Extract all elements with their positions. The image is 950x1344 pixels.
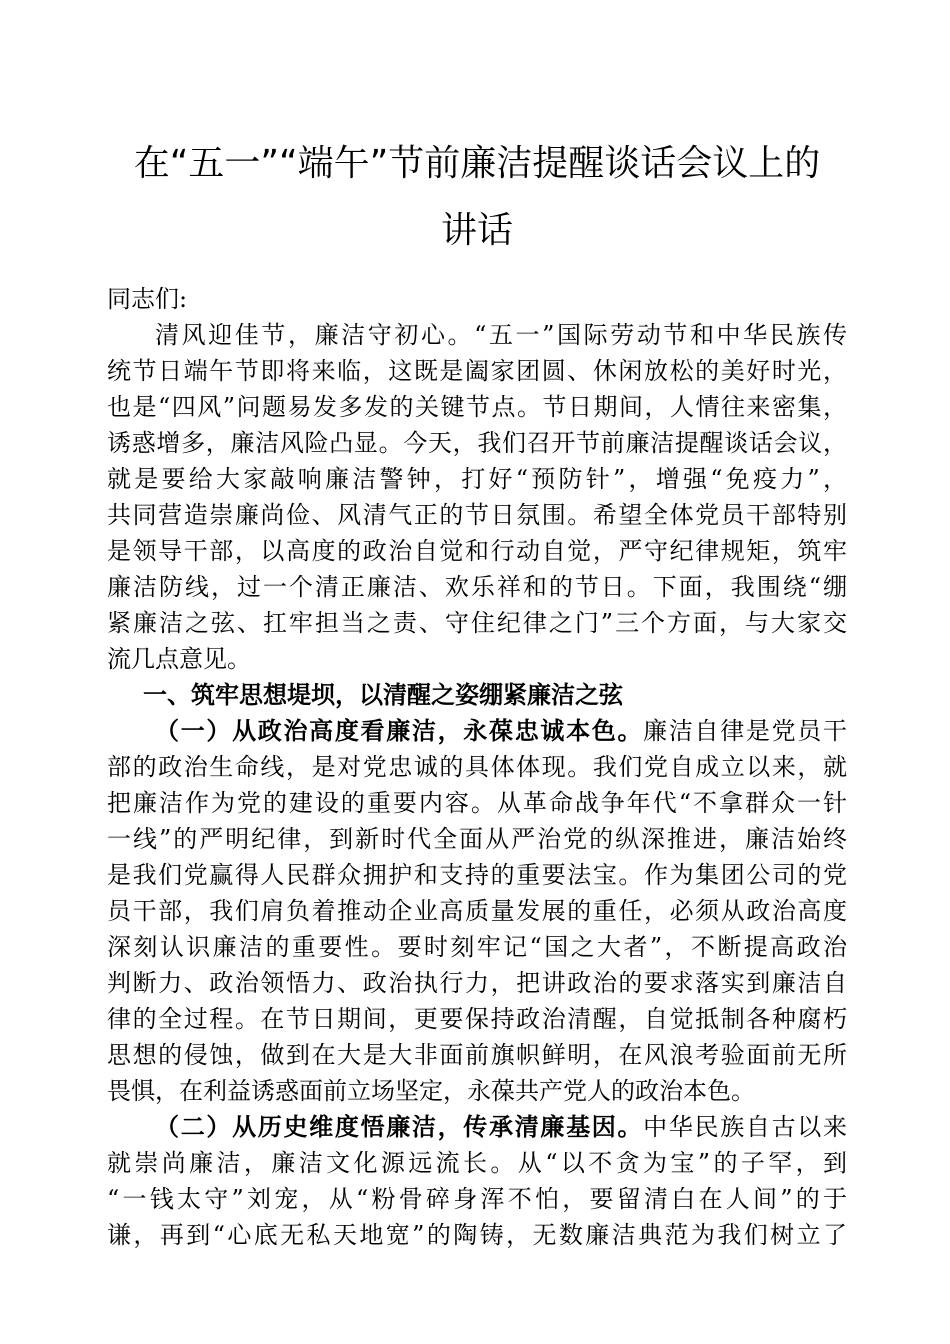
paragraph-line: 就是要给大家敲响廉洁警钟，打好“预防针”，增强“免疫力”， [107, 465, 847, 493]
subsection-heading: （一）从政治高度看廉洁，永葆忠诚本色。 [155, 717, 644, 745]
paragraph-line: 畏惧，在利益诱惑面前立场坚定，永葆共产党人的政治本色。 [107, 1077, 755, 1105]
subsection-text: 廉洁自律是党员干 [643, 717, 848, 745]
paragraph-line: 员干部，我们肩负着推动企业高质量发展的重任，必须从政治高度 [107, 897, 847, 925]
paragraph-line: 深刻认识廉洁的重要性。要时刻牢记“国之大者”，不断提高政治 [107, 933, 847, 961]
paragraph-line: 诱惑增多，廉洁风险凸显。今天，我们召开节前廉洁提醒谈话会议， [107, 429, 847, 457]
paragraph-line: 部的政治生命线，是对党忠诚的具体体现。我们党自成立以来，就 [107, 753, 847, 781]
paragraph-line [107, 1109, 847, 1145]
title-line-1: 在“五一”“端午”节前廉洁提醒谈话会议上的 [133, 143, 821, 184]
document-page [107, 130, 847, 1253]
subsection-text: 中华民族自古以来 [643, 1113, 848, 1141]
document-body [107, 281, 847, 1253]
salutation: 同志们: [107, 285, 188, 313]
paragraph-line: 判断力、政治领悟力、政治执行力，把讲政治的要求落实到廉洁自 [107, 969, 847, 997]
paragraph-line: 谦，再到“心底无私天地宽”的陶铸，无数廉洁典范为我们树立了 [107, 1221, 847, 1249]
subsection-1 [107, 713, 847, 1109]
paragraph-line: 思想的侵蚀，做到在大是大非面前旗帜鲜明，在风浪考验面前无所 [107, 1041, 847, 1069]
paragraph-line: 把廉洁作为党的建设的重要内容。从革命战争年代“不拿群众一针 [107, 789, 847, 817]
subsection-2 [107, 1109, 847, 1253]
paragraph-line: 紧廉洁之弦、扛牢担当之责、守住纪律之门”三个方面，与大家交 [107, 609, 847, 637]
paragraph-line: 一线”的严明纪律，到新时代全面从严治党的纵深推进，廉洁始终 [107, 825, 847, 853]
paragraph-line: 廉洁防线，过一个清正廉洁、欢乐祥和的节日。下面，我围绕“绷 [107, 573, 847, 601]
paragraph-line: 律的全过程。在节日期间，更要保持政治清醒，自觉抵制各种腐朽 [107, 1005, 847, 1033]
paragraph-line: 是我们党赢得人民群众拥护和支持的重要法宝。作为集团公司的党 [107, 861, 847, 889]
paragraph-line: 统节日端午节即将来临，这既是阖家团圆、休闲放松的美好时光， [107, 357, 847, 385]
paragraph-line: 是领导干部，以高度的政治自觉和行动自觉，严守纪律规矩，筑牢 [107, 537, 847, 565]
section-heading: 一、筑牢思想堤坝，以清醒之姿绷紧廉洁之弦 [143, 681, 623, 709]
paragraph-line: 就崇尚廉洁，廉洁文化源远流长。从“以不贪为宝”的子罕，到 [107, 1149, 847, 1177]
paragraph-line: “一钱太守”刘宠，从“粉骨碎身浑不怕，要留清白在人间”的于 [107, 1185, 847, 1213]
paragraph-line: 清风迎佳节，廉洁守初心。“五一”国际劳动节和中华民族传 [155, 321, 847, 349]
paragraph-line: 共同营造崇廉尚俭、风清气正的节日氛围。希望全体党员干部特别 [107, 501, 847, 529]
intro-paragraph [107, 317, 847, 677]
title-line-2: 讲话 [440, 210, 513, 251]
paragraph-line [107, 713, 847, 749]
paragraph-line: 也是“四风”问题易发多发的关键节点。节日期间，人情往来密集， [107, 393, 847, 421]
subsection-heading: （二）从历史维度悟廉洁，传承清廉基因。 [155, 1113, 644, 1141]
paragraph-line: 流几点意见。 [107, 645, 251, 673]
document-title [107, 130, 847, 264]
